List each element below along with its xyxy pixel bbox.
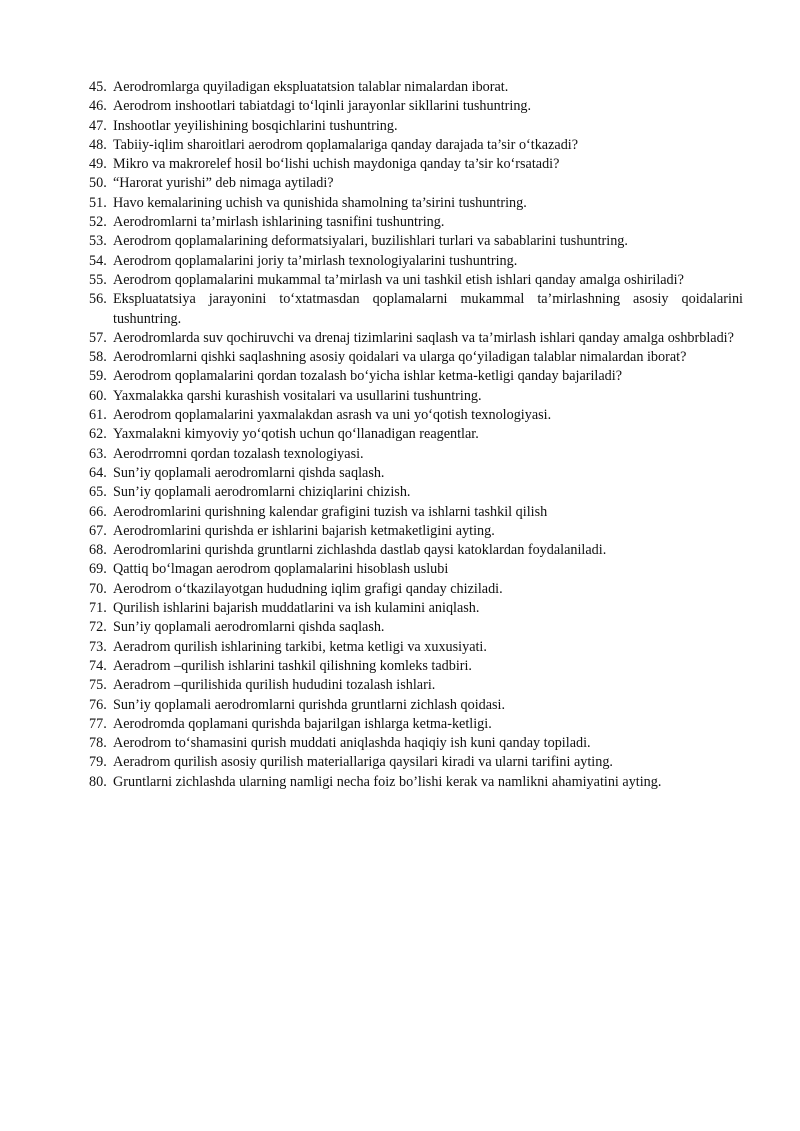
question-number: 59. [89,368,107,385]
question-item [89,136,743,155]
question-number: 58. [89,349,107,366]
question-text: Aerodromda qoplamani qurishda bajarilgan ishlarga ketma-ketligi. [113,715,492,732]
question-text: Aerodrom inshootlari tabiatdagi to‘lqinli jarayonlar sikllarini tushuntring. [113,98,532,115]
question-text: Aeradrom qurilish ishlarining tarkibi, ketma ketligi va xuxusiyati. [113,638,487,655]
question-item [89,696,743,715]
question-item [89,522,743,541]
question-number: 66. [89,503,107,520]
question-text: Yaxmalakni kimyoviy yo‘qotish uchun qo‘llanadigan reagentlar. [113,426,479,443]
question-number: 75. [89,677,107,694]
question-number: 72. [89,619,107,636]
question-item [89,638,743,657]
question-list [89,78,743,792]
question-item [89,290,743,329]
question-text: Yaxmalakka qarshi kurashish vositalari va usullarini tushuntring. [113,387,482,404]
question-item [89,715,743,734]
question-item [89,194,743,213]
question-number: 69. [89,561,107,578]
question-text: Aerodrom qoplamalarini joriy ta’mirlash texnologiyalarini tushuntring. [113,252,518,269]
question-text: Aerodrom o‘tkazilayotgan hududning iqlim grafigi qanday chiziladi. [113,580,503,597]
question-number: 74. [89,657,107,674]
question-number: 64. [89,464,107,481]
question-item [89,425,743,444]
question-text: Ekspluatatsiya jarayonini to‘xtatmasdan qoplamalarni mukammal ta’mirlashning asosiy qoidalarini tushuntring. [113,291,743,327]
question-item [89,753,743,772]
question-item [89,464,743,483]
question-number: 60. [89,387,107,404]
question-item [89,773,743,792]
question-text: Aerodrromni qordan tozalash texnologiyasi. [113,445,364,462]
question-text: Mikro va makrorelef hosil bo‘lishi uchish maydoniga qanday ta’sir ko‘rsatadi? [113,156,560,173]
question-text: Aerodromlarda suv qochiruvchi va drenaj tizimlarini saqlash va ta’mirlash ishlari qanday amalga oshbrbladi? [113,329,734,346]
question-item [89,174,743,193]
question-item [89,387,743,406]
question-item [89,329,743,348]
question-number: 70. [89,580,107,597]
question-text: Aerodrom qoplamalarining deformatsiyalari, buzilishlari turlari va sabablarini tushuntring. [113,233,628,250]
question-text: Aerodromlarga quyiladigan ekspluatatsion talablar nimalardan iborat. [113,79,509,95]
question-number: 54. [89,252,107,269]
question-text: Qurilish ishlarini bajarish muddatlarini va ish kulamini aniqlash. [113,600,480,617]
question-item [89,445,743,464]
question-text: Tabiiy-iqlim sharoitlari aerodrom qoplamalariga qanday darajada ta’sir o‘tkazadi? [113,136,579,153]
question-text: Aerodromlarni qishki saqlashning asosiy qoidalari va ularga qo‘yiladigan talablar nimalardan iborat? [113,349,687,366]
question-item [89,734,743,753]
question-text: Inshootlar yeyilishining bosqichlarini tushuntring. [113,117,398,134]
question-number: 47. [89,117,107,134]
question-number: 48. [89,136,107,153]
question-text: Aerodrom to‘shamasini qurish muddati aniqlashda haqiqiy ish kuni qanday topiladi. [113,735,591,752]
question-number: 61. [89,407,107,424]
question-item [89,232,743,251]
question-number: 56. [89,291,107,308]
question-number: 63. [89,445,107,462]
question-number: 78. [89,735,107,752]
question-item [89,117,743,136]
question-number: 51. [89,194,107,211]
question-item [89,580,743,599]
question-item [89,599,743,618]
question-number: 55. [89,271,107,288]
question-number: 71. [89,600,107,617]
question-number: 50. [89,175,107,192]
question-text: Aerodrom qoplamalarini yaxmalakdan asrash va uni yo‘qotish texnologiyasi. [113,407,552,424]
question-number: 62. [89,426,107,443]
question-item [89,271,743,290]
question-text: Aerodromlarini qurishning kalendar grafigini tuzish va ishlarni tashkil qilish [113,503,548,520]
question-item [89,541,743,560]
question-number: 73. [89,638,107,655]
question-item [89,348,743,367]
question-item [89,406,743,425]
question-text: Aerodrom qoplamalarini qordan tozalash bo‘yicha ishlar ketma-ketligi qanday bajariladi? [113,368,622,385]
question-text: Aerodromlarni ta’mirlash ishlarining tasnifini tushuntring. [113,214,445,231]
question-number: 77. [89,715,107,732]
question-text: Gruntlarni zichlashda ularning namligi necha foiz bo’lishi kerak va namlikni ahamiyatini ayting. [113,773,662,790]
question-number: 76. [89,696,107,713]
question-text: Sun’iy qoplamali aerodromlarni chiziqlarini chizish. [113,484,411,501]
question-text: Aeradrom qurilish asosiy qurilish materiallariga qaysilari kiradi va ularni tarifini ayting. [113,754,613,771]
question-number: 52. [89,214,107,231]
question-text: “Harorat yurishi” deb nimaga aytiladi? [113,175,334,192]
question-number: 46. [89,98,107,115]
question-text: Qattiq bo‘lmagan aerodrom qoplamalarini hisoblash uslubi [113,561,449,578]
question-text: Aeradrom –qurilish ishlarini tashkil qilishning komleks tadbiri. [113,657,472,674]
question-text: Sun’iy qoplamali aerodromlarni qurishda gruntlarni zichlash qoidasi. [113,696,506,713]
question-number: 65. [89,484,107,501]
question-item [89,97,743,116]
question-item [89,676,743,695]
question-text: Sun’iy qoplamali aerodromlarni qishda saqlash. [113,464,385,481]
question-text: Aeradrom –qurilishida qurilish hududini tozalash ishlari. [113,677,436,694]
question-text: Aerodrom qoplamalarini mukammal ta’mirlash va uni tashkil etish ishlari qanday amalga oshiriladi? [113,271,684,288]
question-number: 53. [89,233,107,250]
question-item [89,560,743,579]
question-item [89,252,743,271]
question-item [89,155,743,174]
question-item [89,78,743,97]
question-text: Aerodromlarini qurishda er ishlarini bajarish ketmaketligini ayting. [113,522,495,539]
question-number: 45. [89,79,107,95]
question-item [89,618,743,637]
question-number: 49. [89,156,107,173]
question-item [89,657,743,676]
question-item [89,367,743,386]
question-text: Havo kemalarining uchish va qunishida shamolning ta’sirini tushuntring. [113,194,527,211]
question-number: 67. [89,522,107,539]
question-text: Sun’iy qoplamali aerodromlarni qishda saqlash. [113,619,385,636]
question-number: 80. [89,773,107,790]
question-number: 57. [89,329,107,346]
question-item [89,483,743,502]
question-number: 68. [89,542,107,559]
question-item [89,213,743,232]
question-text: Aerodromlarini qurishda gruntlarni zichlashda dastlab qaysi katoklardan foydalaniladi. [113,542,607,559]
question-number: 79. [89,754,107,771]
question-item [89,503,743,522]
